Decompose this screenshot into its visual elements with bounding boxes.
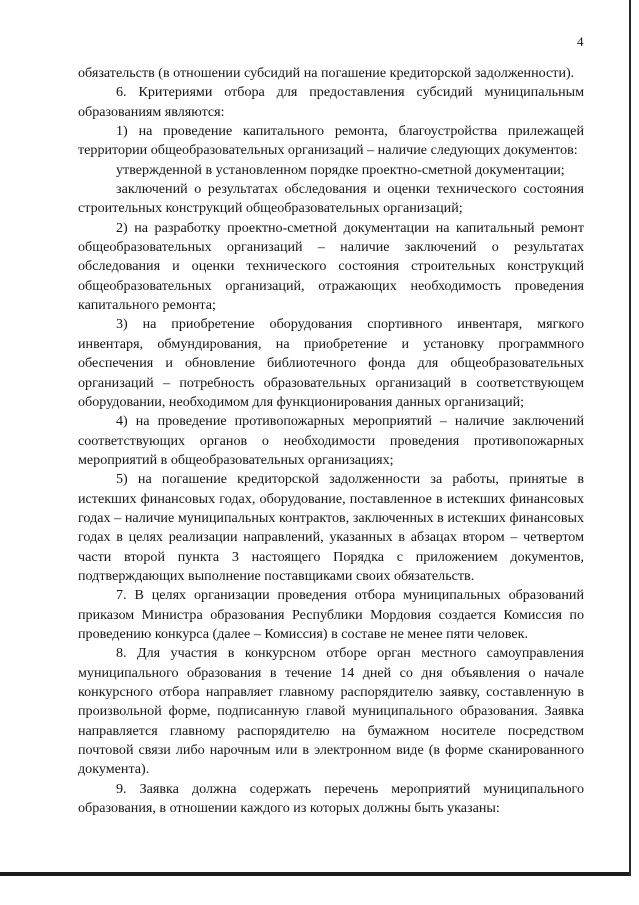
paragraph-item-6: 6. Критериями отбора для предоставления субсидий муниципальным образованиям являются: [78, 84, 584, 120]
paragraph-subitem-3: 3) на приобретение оборудования спортивного инвентаря, мягкого инвентаря, обмундирования, на приобретение и установку программного обеспечения и обновление библиотечного фонда для общеобразовательных организаций – потребность образовательных организаций в соответствующем оборудовании, необходимом для функционирования данных организаций; [78, 316, 584, 410]
scan-bottom-edge [0, 872, 630, 876]
paragraph-item-7: 7. В целях организации проведения отбора муниципальных образований приказом Министра образования Республики Мордовия создается Комиссия по проведению конкурса (далее – Комиссия) в составе не менее пяти человек. [78, 587, 584, 642]
paragraph-item-9: 9. Заявка должна содержать перечень мероприятий муниципального образования, в отношении каждого из которых должны быть указаны: [78, 780, 584, 817]
paragraph-item-8: 8. Для участия в конкурсном отборе орган местного самоуправления муниципального образования в течение 14 дней со дня объявления о начале конкурсного отбора направляет главному распорядителю заявку, составленную в произвольной форме, подписанную главой муниципального образования. Заявка направляется главному распорядителю на бумажном носителе посредством почтовой связи либо нарочным или в электронном виде (в форме сканированного документа). [78, 645, 584, 778]
paragraph-design-docs: утвержденной в установленном порядке проектно-сметной документации; [116, 161, 565, 178]
paragraph-inspection-conclusions: заключений о результатах обследования и оценки технического состояния строительных конструкций общеобразовательных организаций; [78, 181, 584, 217]
page-number: 4 [577, 34, 584, 49]
document-body [78, 64, 584, 818]
paragraph-subitem-4: 4) на проведение противопожарных мероприятий – наличие заключений соответствующих органов о необходимости проведения противопожарных мероприятий в общеобразовательных организациях; [78, 413, 584, 468]
scan-right-edge [629, 0, 631, 876]
paragraph-continuation: обязательств (в отношении субсидий на погашение кредиторской задолженности). [78, 65, 575, 81]
paragraph-subitem-1: 1) на проведение капитального ремонта, благоустройства прилежащей территории общеобразовательных организаций – наличие следующих документов: [78, 123, 584, 159]
paragraph-subitem-5: 5) на погашение кредиторской задолженности за работы, принятые в истекших финансовых годах, оборудование, поставленное в истекших финансовых годах – наличие муниципальных контрактов, заключенных в истекших финансовых годах в целях реализации направлений, указанных в абзацах втором – четвертом части второй пункта 3 настоящего Порядка с приложением документов, подтверждающих выполнение поставщиками своих обязательств. [78, 471, 584, 584]
paragraph-subitem-2: 2) на разработку проектно-сметной документации на капитальный ремонт общеобразовательных организаций – наличие заключений о результатах обследования и оценки технического состояния строительных конструкций общеобразовательных организаций, отражающих необходимость проведения капитального ремонта; [78, 219, 584, 314]
